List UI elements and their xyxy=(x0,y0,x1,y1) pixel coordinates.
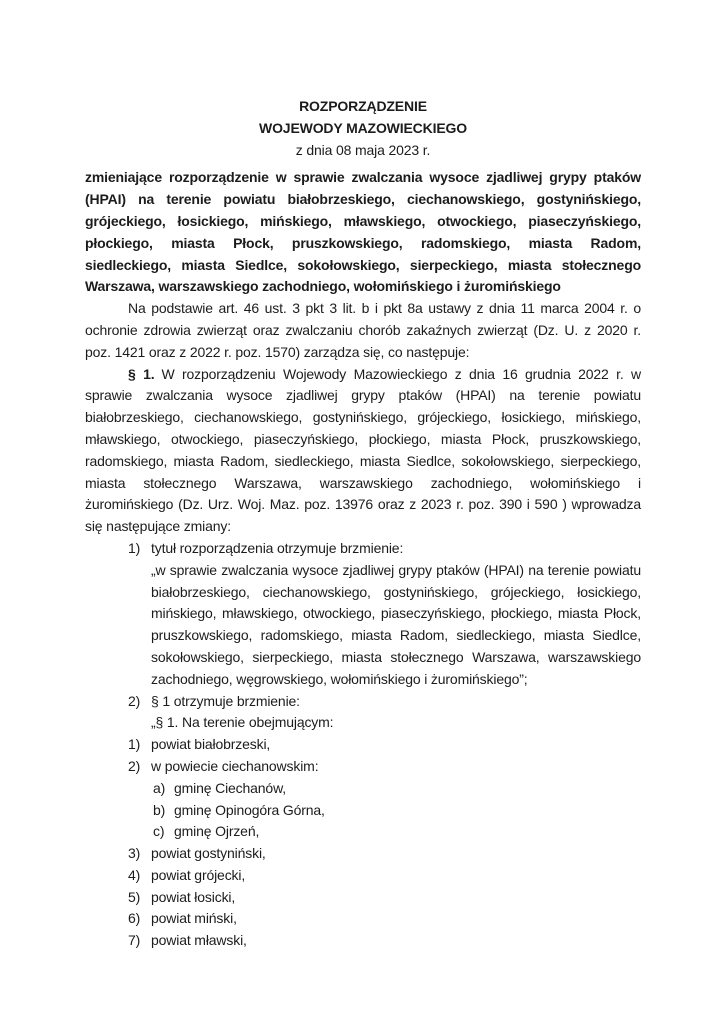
territory-item xyxy=(85,908,641,930)
list-marker: 1) xyxy=(128,539,141,556)
territory-item xyxy=(85,865,641,887)
territory-item-text: powiat gostyniński, xyxy=(151,845,266,862)
territory-sub-item-text: gminę Ojrzeń, xyxy=(174,823,260,840)
territory-sub-item xyxy=(85,800,641,822)
amendment-2-intro: § 1 otrzymuje brzmienie: xyxy=(151,692,300,709)
document-title-line2: WOJEWODY MAZOWIECKIEGO xyxy=(259,119,467,136)
list-marker: 4) xyxy=(128,866,141,883)
territory-item-text: powiat miński, xyxy=(151,910,237,927)
list-marker: 1) xyxy=(128,736,141,753)
territory-item-text: powiat mławski, xyxy=(151,932,247,949)
territory-sub-item xyxy=(85,778,641,800)
territory-sub-item-text: gminę Ciechanów, xyxy=(174,779,286,796)
territory-item xyxy=(85,843,641,865)
list-marker: 5) xyxy=(128,888,141,905)
list-marker: 7) xyxy=(128,932,141,949)
list-marker: 2) xyxy=(128,757,141,774)
legal-basis-paragraph: Na podstawie art. 46 ust. 3 pkt 3 lit. b i pkt 8a ustawy z dnia 11 marca 2004 r. o ochronie zdrowia zwierząt oraz zwalczaniu chorób zakaźnych zwierząt (Dz. U. z 2020 r. poz. 1421 oraz z 2022 r. poz. 1570) zarządza się, co następuje: xyxy=(85,300,641,360)
territory-item-text: powiat grójecki, xyxy=(151,866,246,883)
document-date: z dnia 08 maja 2023 r. xyxy=(295,141,431,158)
subject-paragraph: zmieniające rozporządzenie w sprawie zwalczania wysoce zjadliwej grypy ptaków (HPAI) na terenie powiatu białobrzeskiego, ciechanowskiego, gostynińskiego, grójeckiego, łosickiego, mińskiego, mławskiego, otwockiego, piaseczyńskiego, płockiego, miasta Płock, pruszkowskiego, radomskiego, miasta Radom, siedleckiego, miasta Siedlce, sokołowskiego, sierpeckiego, miasta stołecznego Warszawa, warszawskiego zachodniego, wołomińskiego i żuromińskiego xyxy=(85,169,641,295)
amendment-list xyxy=(85,538,641,734)
list-item-amendment-1 xyxy=(85,538,641,691)
territory-sub-item-text: gminę Opinogóra Górna, xyxy=(174,801,325,818)
territory-item-text: powiat łosicki, xyxy=(151,888,236,905)
list-item-amendment-2 xyxy=(85,691,641,735)
territory-item xyxy=(85,930,641,952)
document-title-line1: ROZPORZĄDZENIE xyxy=(299,98,427,114)
amendment-1-intro: tytuł rozporządzenia otrzymuje brzmienie: xyxy=(151,539,404,556)
list-marker: 6) xyxy=(128,910,141,927)
list-marker: 3) xyxy=(128,845,141,862)
amendment-2-body: „§ 1. Na terenie obejmującym: xyxy=(151,714,334,731)
territory-item xyxy=(85,756,641,778)
section-1-marker: § 1. xyxy=(128,365,155,382)
territory-list xyxy=(85,734,641,952)
list-marker: a) xyxy=(153,779,166,796)
territory-item-text: w powiecie ciechanowskim: xyxy=(151,757,319,774)
amendment-1-body: „w sprawie zwalczania wysoce zjadliwej grypy ptaków (HPAI) na terenie powiatu białobrzeskiego, ciechanowskiego, gostynińskiego, grójeckiego, łosickiego, mińskiego, mławskiego, otwockiego, piaseczyńskiego, płockiego, miasta Płock, pruszkowskiego, radomskiego, miasta Radom, siedleckiego, miasta Siedlce, sokołowskiego, sierpeckiego, miasta stołecznego Warszawa, warszawskiego zachodniego, węgrowskiego, wołomińskiego i żuromińskiego”; xyxy=(151,561,641,687)
territory-item-text: powiat białobrzeski, xyxy=(151,736,271,753)
list-marker: 2) xyxy=(128,692,141,709)
list-marker: c) xyxy=(153,823,165,840)
section-1-paragraph xyxy=(85,364,641,538)
list-marker: b) xyxy=(153,801,166,818)
section-1-text: W rozporządzeniu Wojewody Mazowieckiego z dnia 16 grudnia 2022 r. w sprawie zwalczania wysoce zjadliwej grypy ptaków (HPAI) na terenie powiatu białobrzeskiego, ciechanowskiego, gostynińskiego, grójeckiego, łosickiego, mińskiego, mławskiego, otwockiego, piaseczyńskiego, płockiego, miasta Płock, pruszkowskiego, radomskiego, miasta Radom, siedleckiego, miasta Siedlce, sokołowskiego, sierpeckiego, miasta stołecznego Warszawa, warszawskiego zachodniego, wołomińskiego i żuromińskiego (Dz. Urz. Woj. Maz. poz. 13976 oraz z 2023 r. poz. 390 i 590 ) wprowadza się następujące zmiany: xyxy=(85,365,641,535)
territory-sub-item xyxy=(85,821,641,843)
territory-item xyxy=(85,887,641,909)
document-header xyxy=(85,96,641,161)
territory-item xyxy=(85,734,641,756)
